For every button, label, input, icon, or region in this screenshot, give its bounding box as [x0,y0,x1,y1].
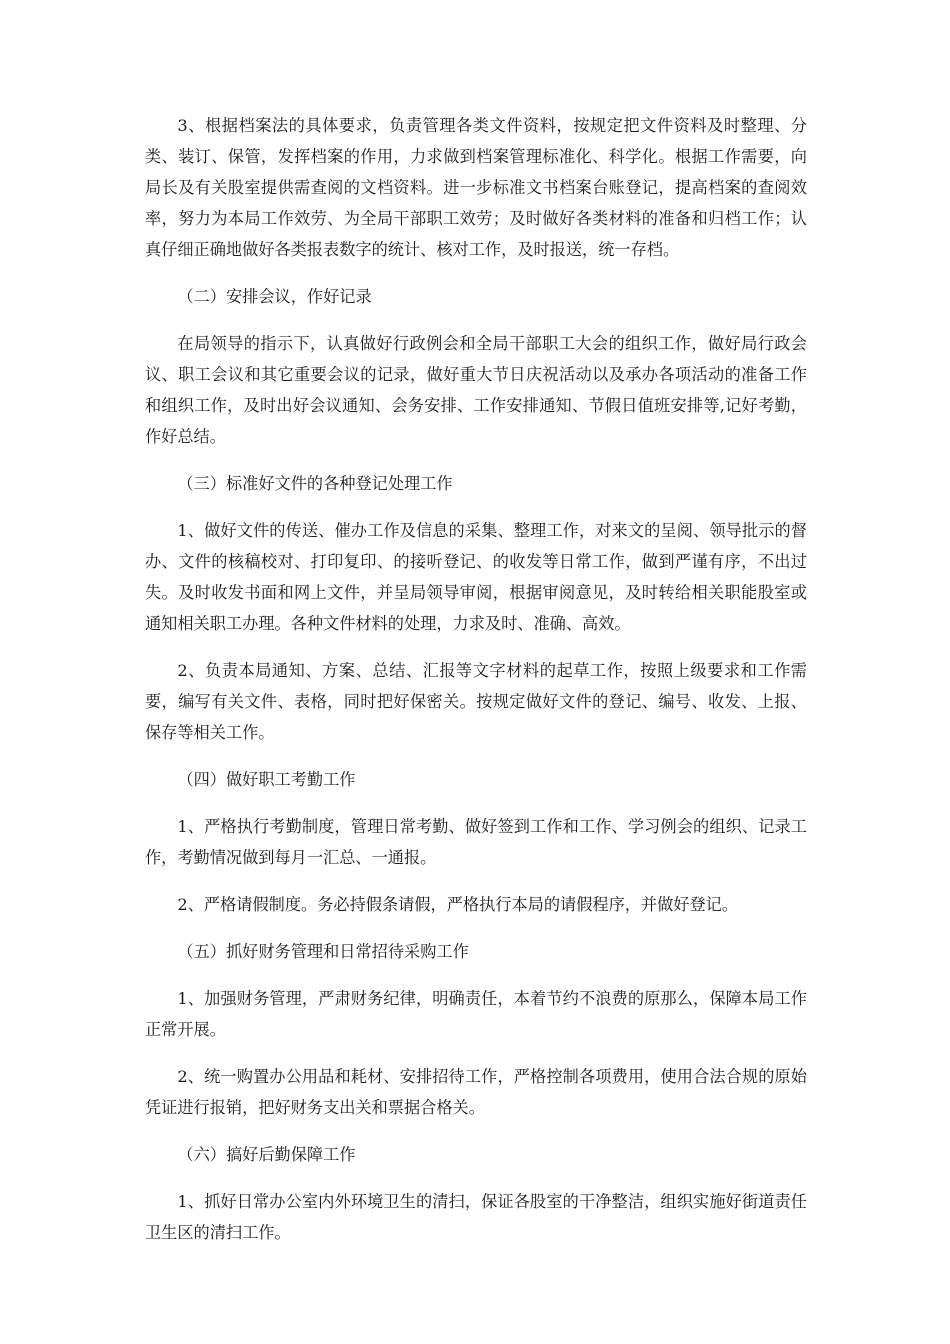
paragraph-meetings: 在局领导的指示下，认真做好行政例会和全局干部职工大会的组织工作，做好局行政会议、职工会议和其它重要会议的记录，做好重大节日庆祝活动以及承办各项活动的准备工作和组织工作，及时出好会议通知、会务安排、工作安排通知、节假日值班安排等,记好考勤，作好总结。 [145,334,807,446]
section-heading-documents: （三）标准好文件的各种登记处理工作 [177,474,453,493]
paragraph-attendance-system: 1、严格执行考勤制度，管理日常考勤、做好签到工作和工作、学习例会的组织、记录工作，考勤情况做到每月一汇总、一通报。 [145,817,807,867]
paragraph-procurement: 2、统一购置办公用品和耗材、安排招待工作，严格控制各项费用，使用合法合规的原始凭证进行报销，把好财务支出关和票据合格关。 [145,1067,807,1117]
paragraph-document-transfer: 1、做好文件的传送、催办工作及信息的采集、整理工作，对来文的呈阅、领导批示的督办、文件的核稿校对、打印复印、的接听登记、的收发等日常工作，做到严谨有序，不出过失。及时收发书面和网上文件，并呈局领导审阅，根据审阅意见，及时转给相关职能股室或通知相关职工办理。各种文件材料的处理，力求及时、准确、高效。 [145,521,807,633]
section-heading-attendance: （四）做好职工考勤工作 [177,770,356,789]
paragraph-document-drafting: 2、负责本局通知、方案、总结、汇报等文字材料的起草工作，按照上级要求和工作需要，编写有关文件、表格，同时把好保密关。按规定做好文件的登记、编号、收发、上报、保存等相关工作。 [145,661,807,742]
paragraph-sanitation: 1、抓好日常办公室内外环境卫生的清扫，保证各股室的干净整洁，组织实施好街道责任卫生区的清扫工作。 [145,1192,807,1242]
section-heading-logistics: （六）搞好后勤保障工作 [177,1145,356,1164]
paragraph-archive-management: 3、根据档案法的具体要求，负责管理各类文件资料，按规定把文件资料及时整理、分类、装订、保管，发挥档案的作用，力求做到档案管理标准化、科学化。根据工作需要，向局长及有关股室提供需查阅的文档资料。进一步标准文书档案台账登记，提高档案的查阅效率，努力为本局工作效劳、为全局干部职工效劳；及时做好各类材料的准备和归档工作；认真仔细正确地做好各类报表数字的统计、核对工作，及时报送，统一存档。 [145,116,807,259]
paragraph-finance-management: 1、加强财务管理，严肃财务纪律，明确责任，本着节约不浪费的原那么，保障本局工作正常开展。 [145,989,807,1039]
paragraph-leave-system: 2、严格请假制度。务必持假条请假，严格执行本局的请假程序，并做好登记。 [177,895,739,914]
section-heading-meetings: （二）安排会议，作好记录 [177,287,372,306]
section-heading-finance: （五）抓好财务管理和日常招待采购工作 [177,942,469,961]
document-body [145,110,807,1264]
